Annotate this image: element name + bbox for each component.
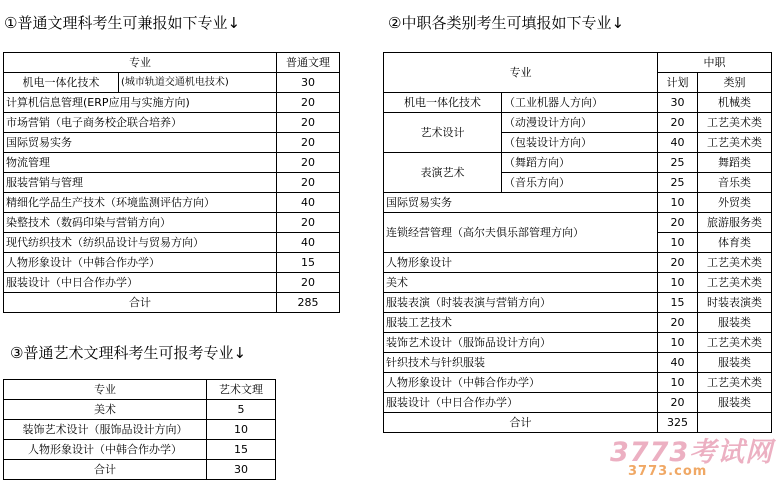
- category-cell: 工艺美术类: [698, 133, 772, 153]
- major-cell: 人物形象设计（中韩合作办学）: [4, 253, 277, 273]
- direction-cell: （音乐方向）: [502, 173, 658, 193]
- major-cell: 物流管理: [4, 153, 277, 173]
- total-value: 325: [658, 413, 698, 433]
- table-row: [384, 153, 772, 173]
- plan-cell: 20: [658, 253, 698, 273]
- col-header-major: 专业: [4, 380, 207, 400]
- col-header-major: 专业: [384, 53, 658, 93]
- plan-cell: 10: [658, 333, 698, 353]
- table-header-row: [384, 53, 772, 73]
- heading-table3: ③普通艺术文理科考生可报考专业↓: [10, 344, 247, 362]
- category-cell: 工艺美术类: [698, 373, 772, 393]
- major-cell: 表演艺术: [384, 153, 502, 193]
- plan-cell: 20: [658, 213, 698, 233]
- table-row: [4, 193, 340, 213]
- major-cell: 装饰艺术设计（服饰品设计方向）: [4, 420, 207, 440]
- table2-vocational-majors: [383, 52, 772, 433]
- major-cell: 美术: [4, 400, 207, 420]
- category-cell: 机械类: [698, 93, 772, 113]
- heading-table1: ①普通文理科考生可兼报如下专业↓: [4, 14, 241, 32]
- table-row: [384, 313, 772, 333]
- plan-cell: 25: [658, 153, 698, 173]
- major-cell: 现代纺织技术（纺织品设计与贸易方向）: [4, 233, 277, 253]
- plan-cell: 20: [658, 393, 698, 413]
- table-row: [384, 373, 772, 393]
- table-row: [4, 73, 340, 93]
- major-cell: 服装设计（中日合作办学）: [4, 273, 277, 293]
- direction-cell: (城市轨道交通机电技术): [119, 73, 277, 93]
- table-total-row: [384, 413, 772, 433]
- category-cell: 时装表演类: [698, 293, 772, 313]
- table-row: [4, 253, 340, 273]
- col-header-count: 艺术文理: [207, 380, 276, 400]
- major-cell: 针织技术与针织服装: [384, 353, 658, 373]
- table-header-row: [4, 53, 340, 73]
- plan-cell: 10: [658, 233, 698, 253]
- major-cell: 美术: [384, 273, 658, 293]
- plan-cell: 40: [658, 133, 698, 153]
- col-header-vocational: 中职: [658, 53, 772, 73]
- major-cell: 艺术设计: [384, 113, 502, 153]
- table-row: [384, 113, 772, 133]
- category-cell: 音乐类: [698, 173, 772, 193]
- major-cell: 人物形象设计（中韩合作办学）: [384, 373, 658, 393]
- direction-cell: （工业机器人方向）: [502, 93, 658, 113]
- plan-cell: 20: [658, 113, 698, 133]
- plan-cell: 20: [658, 313, 698, 333]
- category-cell: 旅游服务类: [698, 213, 772, 233]
- watermark-title: 3773考试网: [610, 437, 774, 468]
- category-cell: 服装类: [698, 313, 772, 333]
- plan-cell: 10: [658, 373, 698, 393]
- table3-art-majors: [3, 379, 276, 480]
- table-row: [4, 213, 340, 233]
- plan-cell: 15: [658, 293, 698, 313]
- heading-table2: ②中职各类别考生可填报如下专业↓: [388, 14, 625, 32]
- category-cell: 工艺美术类: [698, 273, 772, 293]
- category-cell: 工艺美术类: [698, 333, 772, 353]
- count-cell: 30: [277, 73, 340, 93]
- count-cell: 20: [277, 273, 340, 293]
- major-cell: 精细化学品生产技术（环境监测评估方向）: [4, 193, 277, 213]
- major-cell: 连锁经营管理（高尔夫俱乐部管理方向）: [384, 213, 658, 253]
- count-cell: 20: [277, 113, 340, 133]
- plan-cell: 25: [658, 173, 698, 193]
- count-cell: 20: [277, 153, 340, 173]
- count-cell: 20: [277, 93, 340, 113]
- total-value: 30: [207, 460, 276, 480]
- category-cell: 外贸类: [698, 193, 772, 213]
- col-header-major: 专业: [4, 53, 277, 73]
- table-row: [4, 93, 340, 113]
- direction-cell: （舞蹈方向）: [502, 153, 658, 173]
- count-cell: 40: [277, 193, 340, 213]
- plan-cell: 10: [658, 193, 698, 213]
- category-cell: 体育类: [698, 233, 772, 253]
- table-row: [384, 93, 772, 113]
- major-cell: 服装工艺技术: [384, 313, 658, 333]
- category-cell: 工艺美术类: [698, 253, 772, 273]
- major-cell: 机电一体化技术: [384, 93, 502, 113]
- site-watermark-logo: [602, 426, 772, 488]
- table-row: [384, 333, 772, 353]
- col-header-count: 普通文理: [277, 53, 340, 73]
- count-cell: 10: [207, 420, 276, 440]
- watermark-url: 3773.com: [628, 464, 708, 479]
- table-row: [4, 113, 340, 133]
- table-row: [4, 173, 340, 193]
- count-cell: 15: [207, 440, 276, 460]
- major-cell: 机电一体化技术: [4, 73, 119, 93]
- table-row: [4, 420, 276, 440]
- count-cell: 5: [207, 400, 276, 420]
- table-row: [384, 393, 772, 413]
- count-cell: 15: [277, 253, 340, 273]
- major-cell: 染整技术（数码印染与营销方向）: [4, 213, 277, 233]
- table-row: [384, 253, 772, 273]
- table-row: [384, 293, 772, 313]
- table-row: [384, 213, 772, 233]
- count-cell: 20: [277, 213, 340, 233]
- table-row: [4, 153, 340, 173]
- table-row: [4, 273, 340, 293]
- total-label: 合计: [4, 293, 277, 313]
- col-header-category: 类别: [698, 73, 772, 93]
- plan-cell: 30: [658, 93, 698, 113]
- table-total-row: [4, 460, 276, 480]
- count-cell: 20: [277, 173, 340, 193]
- table-header-row: [4, 380, 276, 400]
- table-row: [384, 273, 772, 293]
- table-total-row: [4, 293, 340, 313]
- major-cell: 装饰艺术设计（服饰品设计方向）: [384, 333, 658, 353]
- major-cell: 国际贸易实务: [4, 133, 277, 153]
- count-cell: 20: [277, 133, 340, 153]
- col-header-plan: 计划: [658, 73, 698, 93]
- table-row: [4, 400, 276, 420]
- direction-cell: （包装设计方向）: [502, 133, 658, 153]
- category-cell: 舞蹈类: [698, 153, 772, 173]
- major-cell: 计算机信息管理(ERP应用与实施方向): [4, 93, 277, 113]
- major-cell: 国际贸易实务: [384, 193, 658, 213]
- category-cell: 服装类: [698, 353, 772, 373]
- total-label: 合计: [384, 413, 658, 433]
- major-cell: 服装表演（时装表演与营销方向）: [384, 293, 658, 313]
- major-cell: 人物形象设计: [384, 253, 658, 273]
- total-value: 285: [277, 293, 340, 313]
- major-cell: 服装营销与管理: [4, 173, 277, 193]
- plan-cell: 40: [658, 353, 698, 373]
- table-row: [384, 193, 772, 213]
- table-row: [4, 440, 276, 460]
- table-row: [4, 233, 340, 253]
- table-row: [4, 133, 340, 153]
- major-cell: 市场营销（电子商务校企联合培养）: [4, 113, 277, 133]
- major-cell: 人物形象设计（中韩合作办学）: [4, 440, 207, 460]
- count-cell: 40: [277, 233, 340, 253]
- direction-cell: （动漫设计方向）: [502, 113, 658, 133]
- category-cell: 工艺美术类: [698, 113, 772, 133]
- major-cell: 服装设计（中日合作办学）: [384, 393, 658, 413]
- total-category-cell: [698, 413, 772, 433]
- plan-cell: 10: [658, 273, 698, 293]
- category-cell: 服装类: [698, 393, 772, 413]
- total-label: 合计: [4, 460, 207, 480]
- table1-general-majors: [3, 52, 340, 313]
- table-row: [384, 353, 772, 373]
